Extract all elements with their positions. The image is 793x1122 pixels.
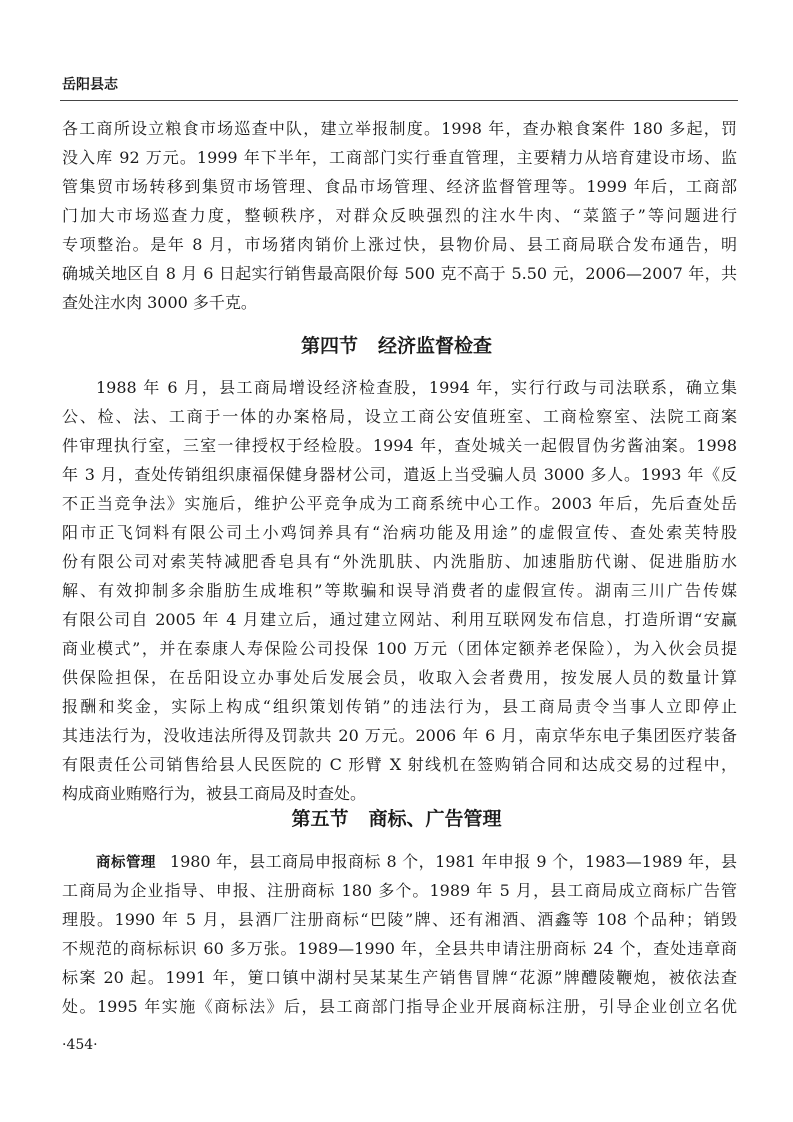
text-line	[62, 721, 737, 750]
text-line	[62, 518, 737, 547]
text-line-content: 没入库 92 万元。1999 年下半年，工商部门实行垂直管理，主要精力从培育建设市场、监	[62, 148, 737, 167]
text-line	[62, 373, 737, 402]
text-line	[62, 201, 737, 230]
text-line	[62, 634, 737, 663]
text-line	[62, 288, 737, 317]
text-line-content: 构成商业贿赂行为，被县工商局及时查处。	[62, 784, 367, 803]
text-line	[62, 172, 737, 201]
text-line	[62, 934, 737, 963]
text-line-content: 解、有效抑制多余脂肪生成堆积”等欺骗和误导消费者的虚假宣传。湖南三川广告传媒	[62, 581, 737, 600]
text-line-content: 确城关地区自 8 月 6 日起实行销售最高限价每 500 克不高于 5.50 元，2006—2007 年，共	[62, 264, 737, 283]
text-line-content: 有限公司自 2005 年 4 月建立后，通过建立网站、利用互联网发布信息，打造所谓“安赢	[62, 610, 737, 629]
section-heading-5	[0, 804, 793, 831]
text-line-content: 管集贸市场转移到集贸市场管理、食品市场管理、经济监督管理等。1999 年后，工商部	[62, 177, 737, 196]
text-line	[62, 460, 737, 489]
text-line-content: 处。1995 年实施《商标法》后，县工商部门指导企业开展商标注册，引导企业创立名优	[62, 997, 737, 1016]
section-number: 第四节	[300, 335, 358, 357]
text-line-content: 年 3 月，查处传销组织康福保健身器材公司，遣返上当受骗人员 3000 多人。1993 年《反	[62, 465, 737, 484]
text-line	[62, 402, 737, 431]
header-rule	[60, 100, 738, 101]
text-line-content: 专项整治。是年 8 月，市场猪肉销价上涨过快，县物价局、县工商局联合发布通告，明	[62, 235, 737, 254]
section-title: 经济监督检查	[378, 335, 493, 357]
run-in-heading: 商标管理	[96, 855, 156, 871]
text-line-content: 阳市正飞饲料有限公司土小鸡饲养具有“治病功能及用途”的虚假宣传、查处索芙特股	[62, 523, 737, 542]
text-line	[62, 114, 737, 143]
text-line	[62, 750, 737, 779]
text-line-content: 不正当竞争法》实施后，维护公平竞争成为工商系统中心工作。2003 年后，先后查处岳	[62, 494, 737, 513]
text-line-content: 1988 年 6 月，县工商局增设经济检查股，1994 年，实行行政与司法联系，确立集	[96, 378, 737, 397]
text-line	[62, 692, 737, 721]
text-line-content: 份有限公司对索芙特减肥香皂具有“外洗肌肤、内洗脂肪、加速脂肪代谢、促进脂肪水	[62, 552, 737, 571]
text-line	[62, 663, 737, 692]
text-line-content: 供保险担保，在岳阳设立办事处后发展会员，收取入会者费用，按发展人员的数量计算	[62, 668, 737, 687]
paragraph-trademark-management	[62, 847, 737, 1021]
text-line-content: 有限责任公司销售给县人民医院的 C 形臂 X 射线机在签购销合同和达成交易的过程中，	[62, 755, 737, 774]
section-number: 第五节	[291, 808, 349, 830]
text-line	[62, 847, 737, 876]
text-line	[62, 259, 737, 288]
text-line	[62, 963, 737, 992]
text-line	[62, 489, 737, 518]
text-line	[62, 905, 737, 934]
text-line-content: 查处注水肉 3000 多千克。	[62, 293, 257, 312]
text-line-content: 商业模式”，并在泰康人寿保险公司投保 100 万元（团体定额养老保险），为入伙会员提	[62, 639, 737, 658]
text-line	[62, 605, 737, 634]
text-line	[62, 876, 737, 905]
text-line	[62, 992, 737, 1021]
text-line-content: 不规范的商标标识 60 多万张。1989—1990 年，全县共申请注册商标 24 个，查处违章商	[62, 939, 737, 958]
page-number: ·454·	[62, 1037, 98, 1053]
section-title: 商标、广告管理	[368, 808, 502, 830]
paragraph-economic-supervision	[62, 373, 737, 808]
text-line-content: 各工商所设立粮食市场巡查中队，建立举报制度。1998 年，查办粮食案件 180 多起，罚	[62, 119, 737, 138]
text-line	[62, 576, 737, 605]
text-line	[62, 431, 737, 460]
text-line	[62, 230, 737, 259]
text-line-content: 其违法行为，没收违法所得及罚款共 20 万元。2006 年 6 月，南京华东电子集团医疗装备	[62, 726, 737, 745]
paragraph-market-inspection	[62, 114, 737, 317]
text-line-content: 公、检、法、工商于一体的办案格局，设立工商公安值班室、工商检察室、法院工商案	[62, 407, 737, 426]
text-line	[62, 547, 737, 576]
text-line-content: 件审理执行室，三室一律授权于经检股。1994 年，查处城关一起假冒伪劣酱油案。1998	[62, 436, 737, 455]
text-line-content: 标案 20 起。1991 年，筻口镇中湖村吴某某生产销售冒牌“花源”牌醴陵鞭炮，被依法查	[62, 968, 737, 987]
text-line-content: 报酬和奖金，实际上构成“组织策划传销”的违法行为，县工商局责令当事人立即停止	[62, 697, 737, 716]
section-heading-4	[0, 331, 793, 358]
text-line-content: 工商局为企业指导、申报、注册商标 180 多个。1989 年 5 月，县工商局成立商标广告管	[62, 881, 737, 900]
text-line-content: 门加大市场巡查力度，整顿秩序，对群众反映强烈的注水牛肉、“菜篮子”等问题进行	[62, 206, 737, 225]
text-line-content: 1980 年，县工商局申报商标 8 个，1981 年申报 9 个，1983—1989 年，县	[169, 852, 737, 871]
text-line-content: 理股。1990 年 5 月，县酒厂注册商标“巴陵”牌、还有湘酒、酒鑫等 108 个品种；销毁	[62, 910, 737, 929]
running-head-title: 岳阳县志	[62, 77, 118, 93]
text-line	[62, 143, 737, 172]
